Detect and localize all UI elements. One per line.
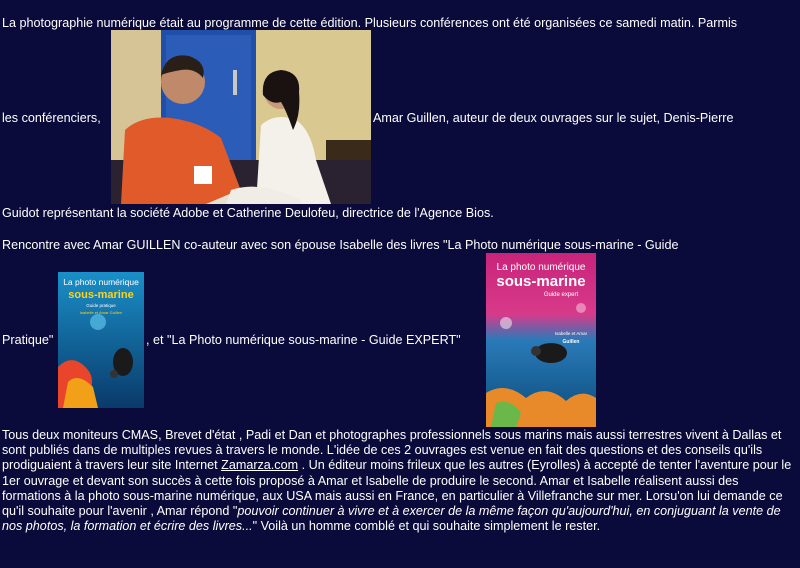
book1-subtitle: Guide pratique — [86, 303, 116, 308]
paragraph-part-2: . Un éditeur moins frileux que les autres (Eyrolles) à accepté de tenter l'aventure pour le 1er ouvrage et devant son succès à cette fois proposé à Amar et Isabelle de produire le second. Amar et Isabelle réalisent aussi des formations à la photo sous-marine numérique, aux USA mais aussi en France, en particulier à Villefranche sur mer. Lorsu'on lui demande ce qu'il souhaite pour l'avenir , Amar répond " — [2, 458, 792, 519]
zamarza-link[interactable]: Zamarza.com — [221, 458, 299, 473]
book2-authors-1: Isabelle et Amar — [554, 331, 588, 336]
intro-line-2-start: les conférenciers, — [2, 111, 101, 125]
main-paragraph — [2, 428, 798, 534]
intro-line-1: La photographie numérique était au programme de cette édition. Plusieurs conférences ont été organisées ce samedi matin. Parmis — [2, 16, 738, 30]
book2-title-2: sous-marine — [496, 273, 586, 290]
book-cover-guide-pratique — [58, 272, 144, 408]
rencontre-line-2-end: , et "La Photo numérique sous-marine - Guide EXPERT" — [146, 333, 461, 347]
paragraph-part-3: " Voilà un homme comblé et qui souhaite simplement le rester. — [252, 519, 601, 534]
paragraph-part-1: Tous deux moniteurs CMAS, Brevet d'état , Padi et Dan et photographes professionnels sous marins mais aussi terrestres vivent à Dallas et sont publiés dans de multiples revues à travers le monde. L'idée de ces 2 ouvrages est venue en fait des questions et des conseils qu'ils prodiguaient à travers leur site Internet — [2, 428, 782, 473]
paragraph-quote: pouvoir continuer à vivre et à exercer de la même façon qu'aujourd'hui, en conjuguant la vente de nos photos, la formation et écrire des livres... — [2, 504, 781, 534]
rencontre-line-2-start: Pratique" — [2, 333, 54, 347]
book1-authors: Isabelle et Amar Guillen — [79, 310, 123, 315]
rencontre-line-1: Rencontre avec Amar GUILLEN co-auteur avec son épouse Isabelle des livres "La Photo numérique sous-marine - Guide — [2, 238, 679, 252]
book1-title-1: La photo numérique — [63, 277, 139, 287]
book-cover-guide-expert — [486, 253, 596, 427]
book1-title-2: sous-marine — [68, 289, 134, 301]
intro-line-2-end: Amar Guillen, auteur de deux ouvrages sur le sujet, Denis-Pierre — [373, 111, 734, 125]
book2-subtitle: Guide expert — [543, 292, 579, 298]
book2-title-1: La photo numérique — [496, 262, 586, 273]
book2-authors-2: Guillen — [562, 339, 580, 345]
intro-line-3: Guidot représentant la société Adobe et Catherine Deulofeu, directrice de l'Agence Bios. — [2, 206, 494, 220]
conference-photo — [111, 30, 371, 204]
